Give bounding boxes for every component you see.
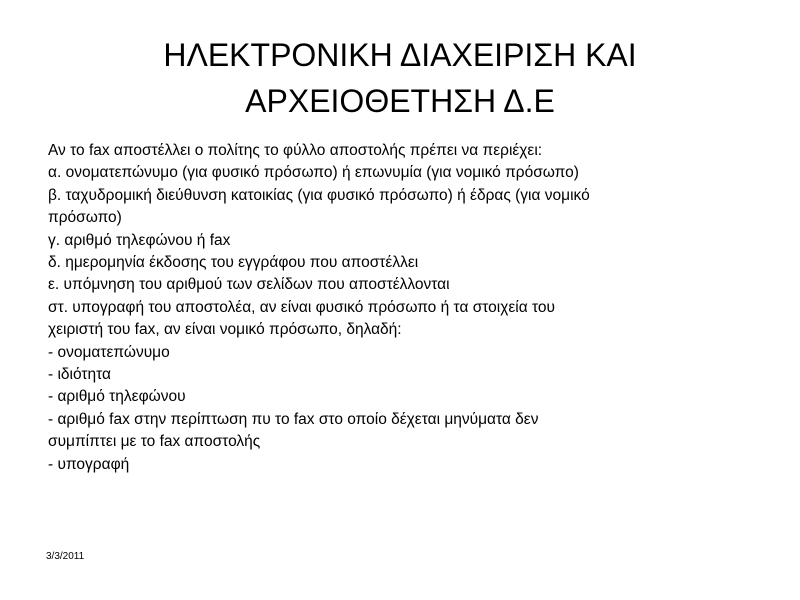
body-line: στ. υπογραφή του αποστολέα, αν είναι φυσικό πρόσωπο ή τα στοιχεία του: [48, 298, 555, 316]
body-line: - ιδιότητα: [48, 366, 111, 384]
body-line: δ. ημερομηνία έκδοσης του εγγράφου που αποστέλλει: [48, 254, 419, 272]
body-line: - αριθμό τηλεφώνου: [48, 388, 186, 406]
title-line-2: ΑΡΧΕΙΟΘΕΤΗΣΗ Δ.Ε: [245, 83, 555, 119]
body-line: - αριθμό fax στην περίπτωση πυ το fax στο οποίο δέχεται μηνύματα δεν: [48, 410, 539, 428]
body-line: β. ταχυδρομική διεύθυνση κατοικίας (για φυσικό πρόσωπο) ή έδρας (για νομικό: [48, 186, 590, 204]
slide-body: [48, 140, 748, 476]
body-line: γ. αριθμό τηλεφώνου ή fax: [48, 231, 231, 249]
body-line: πρόσωπο): [48, 209, 122, 227]
body-line: συμπίπτει με το fax αποστολής: [48, 433, 261, 451]
slide-title: [0, 32, 800, 124]
body-line: χειριστή του fax, αν είναι νομικό πρόσωπο, δηλαδή:: [48, 321, 402, 339]
body-line: ε. υπόμνηση του αριθμού των σελίδων που αποστέλλονται: [48, 276, 450, 294]
title-line-1: ΗΛΕΚΤΡΟΝΙΚΗ ΔΙΑΧΕΙΡΙΣΗ ΚΑΙ: [163, 37, 637, 73]
body-line: α. ονοματεπώνυμο (για φυσικό πρόσωπο) ή επωνυμία (για νομικό πρόσωπο): [48, 164, 579, 182]
slide-date: 3/3/2011: [46, 551, 85, 562]
body-line: - ονοματεπώνυμο: [48, 343, 170, 361]
body-line: Αν το fax αποστέλλει ο πολίτης το φύλλο αποστολής πρέπει να περιέχει:: [48, 142, 543, 159]
body-line: - υπογραφή: [48, 455, 130, 473]
